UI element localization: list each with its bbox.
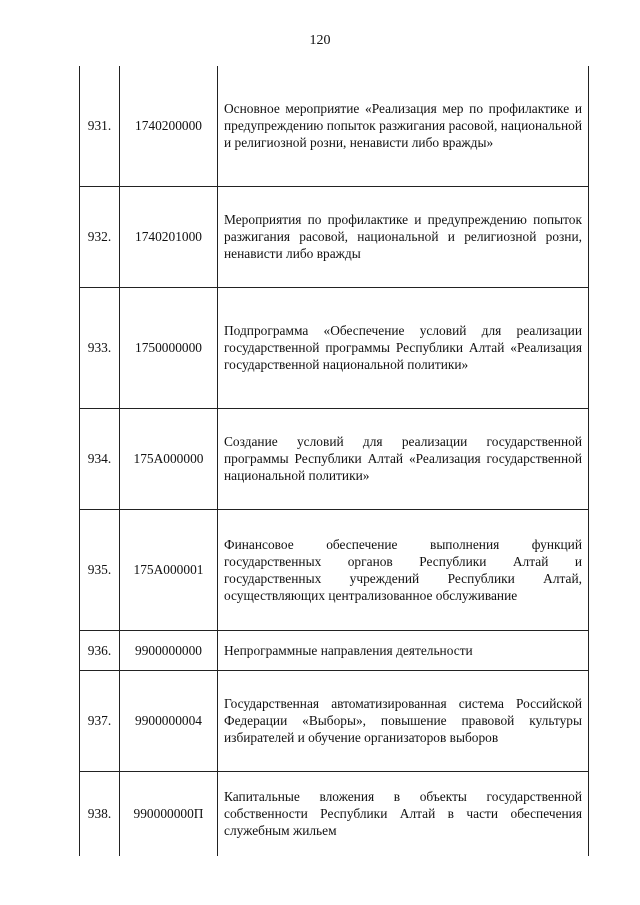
table-row bbox=[80, 66, 589, 186]
row-number: 938. bbox=[80, 771, 120, 856]
table-row bbox=[80, 287, 589, 408]
row-number: 933. bbox=[80, 287, 120, 408]
row-name: Основное мероприятие «Реализация мер по профилактике и предупреждению попыток разжигания расовой, национальной и религиозной розни, ненависти либо вражды» bbox=[218, 66, 589, 186]
row-number: 934. bbox=[80, 408, 120, 509]
table-row bbox=[80, 670, 589, 771]
table-row bbox=[80, 771, 589, 856]
row-number: 935. bbox=[80, 509, 120, 630]
row-code: 990000000П bbox=[120, 771, 218, 856]
row-name: Государственная автоматизированная система Российской Федерации «Выборы», повышение правовой культуры избирателей и обучение организаторов выборов bbox=[218, 670, 589, 771]
row-name: Подпрограмма «Обеспечение условий для реализации государственной программы Республики Алтай «Реализация государственной национальной политики» bbox=[218, 287, 589, 408]
row-code: 175А000000 bbox=[120, 408, 218, 509]
table-row bbox=[80, 408, 589, 509]
table-row bbox=[80, 509, 589, 630]
row-number: 936. bbox=[80, 630, 120, 670]
row-code: 9900000000 bbox=[120, 630, 218, 670]
budget-code-table bbox=[79, 66, 589, 856]
row-number: 931. bbox=[80, 66, 120, 186]
row-number: 937. bbox=[80, 670, 120, 771]
row-name: Создание условий для реализации государственной программы Республики Алтай «Реализация государственной национальной политики» bbox=[218, 408, 589, 509]
page-number: 120 bbox=[309, 33, 331, 48]
row-code: 1740200000 bbox=[120, 66, 218, 186]
row-number: 932. bbox=[80, 186, 120, 287]
table-row bbox=[80, 630, 589, 670]
row-code: 1740201000 bbox=[120, 186, 218, 287]
row-code: 9900000004 bbox=[120, 670, 218, 771]
table-row bbox=[80, 186, 589, 287]
row-name: Капитальные вложения в объекты государственной собственности Республики Алтай в части обеспечения служебным жильем bbox=[218, 771, 589, 856]
row-name: Финансовое обеспечение выполнения функций государственных органов Республики Алтай и государственных учреждений Республики Алтай, осуществляющих централизованное обслуживание bbox=[218, 509, 589, 630]
row-code: 175А000001 bbox=[120, 509, 218, 630]
row-name: Непрограммные направления деятельности bbox=[218, 630, 589, 670]
row-code: 1750000000 bbox=[120, 287, 218, 408]
row-name: Мероприятия по профилактике и предупреждению попыток разжигания расовой, национальной и религиозной розни, ненависти либо вражды bbox=[218, 186, 589, 287]
